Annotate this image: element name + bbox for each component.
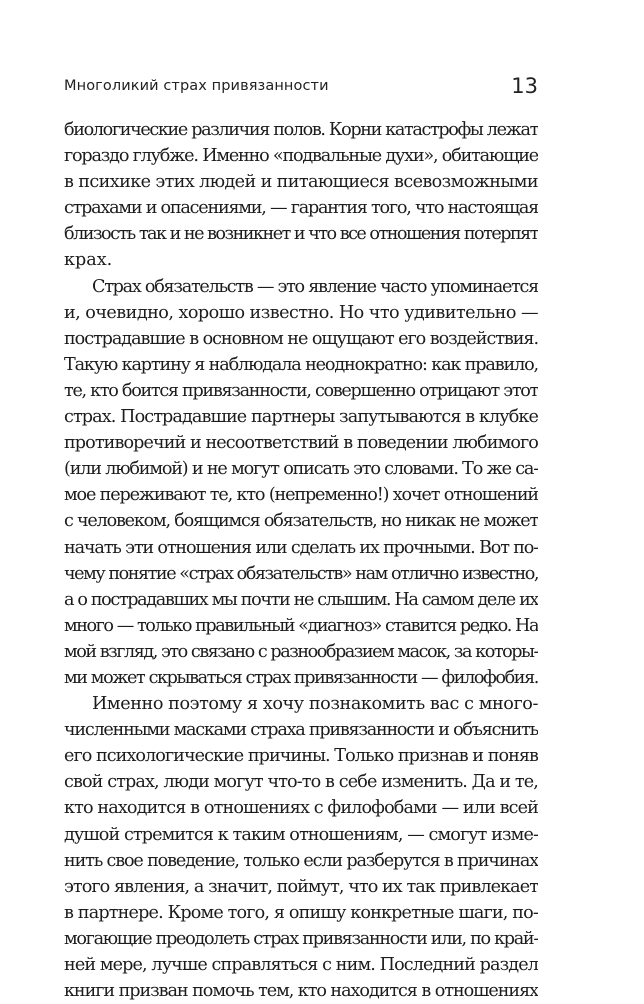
text-line: кто находится в отношениях с филофобами — или всей bbox=[64, 798, 538, 819]
text-line: крах. bbox=[64, 250, 113, 271]
text-line: страх. Пострадавшие партнеры запутываются в клубке bbox=[64, 407, 538, 428]
running-title: Многоликий страх привязанности bbox=[64, 78, 329, 94]
text-line: книги призван помочь тем, кто находится в отношениях bbox=[64, 981, 538, 1002]
text-line: численными масками страха привязанности и объяснить bbox=[64, 720, 538, 741]
paragraph bbox=[64, 691, 538, 1004]
text-line: свой страх, люди могут что-то в себе изменить. Да и те, bbox=[64, 772, 538, 793]
text-line: и, очевидно, хорошо известно. Но что удивительно — bbox=[64, 302, 538, 323]
text-line: его психологические причины. Только признав и поняв bbox=[64, 746, 538, 767]
text-line: противоречий и несоответствий в поведении любимого bbox=[64, 433, 538, 454]
text-line: с человеком, боящимся обязательств, но никак не может bbox=[64, 511, 538, 532]
text-line: гораздо глубже. Именно «подвальные духи», обитающие bbox=[64, 146, 538, 167]
text-line: близость так и не возникнет и что все отношения потерпят bbox=[64, 224, 538, 245]
text-line: (или любимой) и не могут описать это словами. То же са- bbox=[64, 459, 538, 480]
text-line: начать эти отношения или сделать их прочными. Вот по- bbox=[64, 537, 538, 558]
text-line: те, кто боится привязанности, совершенно отрицают этот bbox=[64, 380, 538, 401]
text-line: нить свое поведение, только если разберутся в причинах bbox=[64, 850, 538, 871]
paragraph bbox=[64, 274, 538, 692]
page-number: 13 bbox=[511, 74, 538, 98]
text-line: биологические различия полов. Корни катастрофы лежат bbox=[64, 120, 538, 140]
running-header bbox=[64, 68, 538, 104]
text-line: душой стремится к таким отношениям, — смогут изме- bbox=[64, 824, 538, 845]
text-line: ми может скрываться страх привязанности — филофобия. bbox=[64, 667, 538, 688]
text-line: Страх обязательств — это явление часто упоминается bbox=[92, 276, 538, 297]
text-line: а о пострадавших мы почти не слышим. На самом деле их bbox=[64, 589, 538, 610]
text-line: этого явления, а значит, поймут, что их так привлекает bbox=[64, 876, 538, 897]
text-line: могающие преодолеть страх привязанности или, по край- bbox=[64, 928, 538, 949]
text-line: пострадавшие в основном не ощущают его воздействия. bbox=[64, 328, 538, 349]
text-line: мое переживают те, кто (непременно!) хочет отношений bbox=[64, 485, 538, 506]
text-line: ней мере, лучше справляться с ним. Последний раздел bbox=[64, 955, 538, 975]
text-line: в партнере. Кроме того, я опишу конкретные шаги, по- bbox=[64, 902, 538, 923]
text-line: Такую картину я наблюдала неоднократно: как правило, bbox=[64, 354, 538, 375]
text-line: в психике этих людей и питающиеся всевозможными bbox=[64, 172, 538, 193]
text-line: много — только правильный «диагноз» ставится редко. На bbox=[64, 615, 538, 636]
paragraph bbox=[64, 117, 538, 274]
text-line: чему понятие «страх обязательств» нам отлично известно, bbox=[64, 563, 538, 584]
body-text bbox=[64, 117, 538, 1004]
text-line: страхами и опасениями, — гарантия того, что настоящая bbox=[64, 198, 538, 219]
text-line: Именно поэтому я хочу познакомить вас с много- bbox=[92, 694, 538, 715]
text-line: мой взгляд, это связано с разнообразием масок, за которы- bbox=[64, 641, 538, 662]
